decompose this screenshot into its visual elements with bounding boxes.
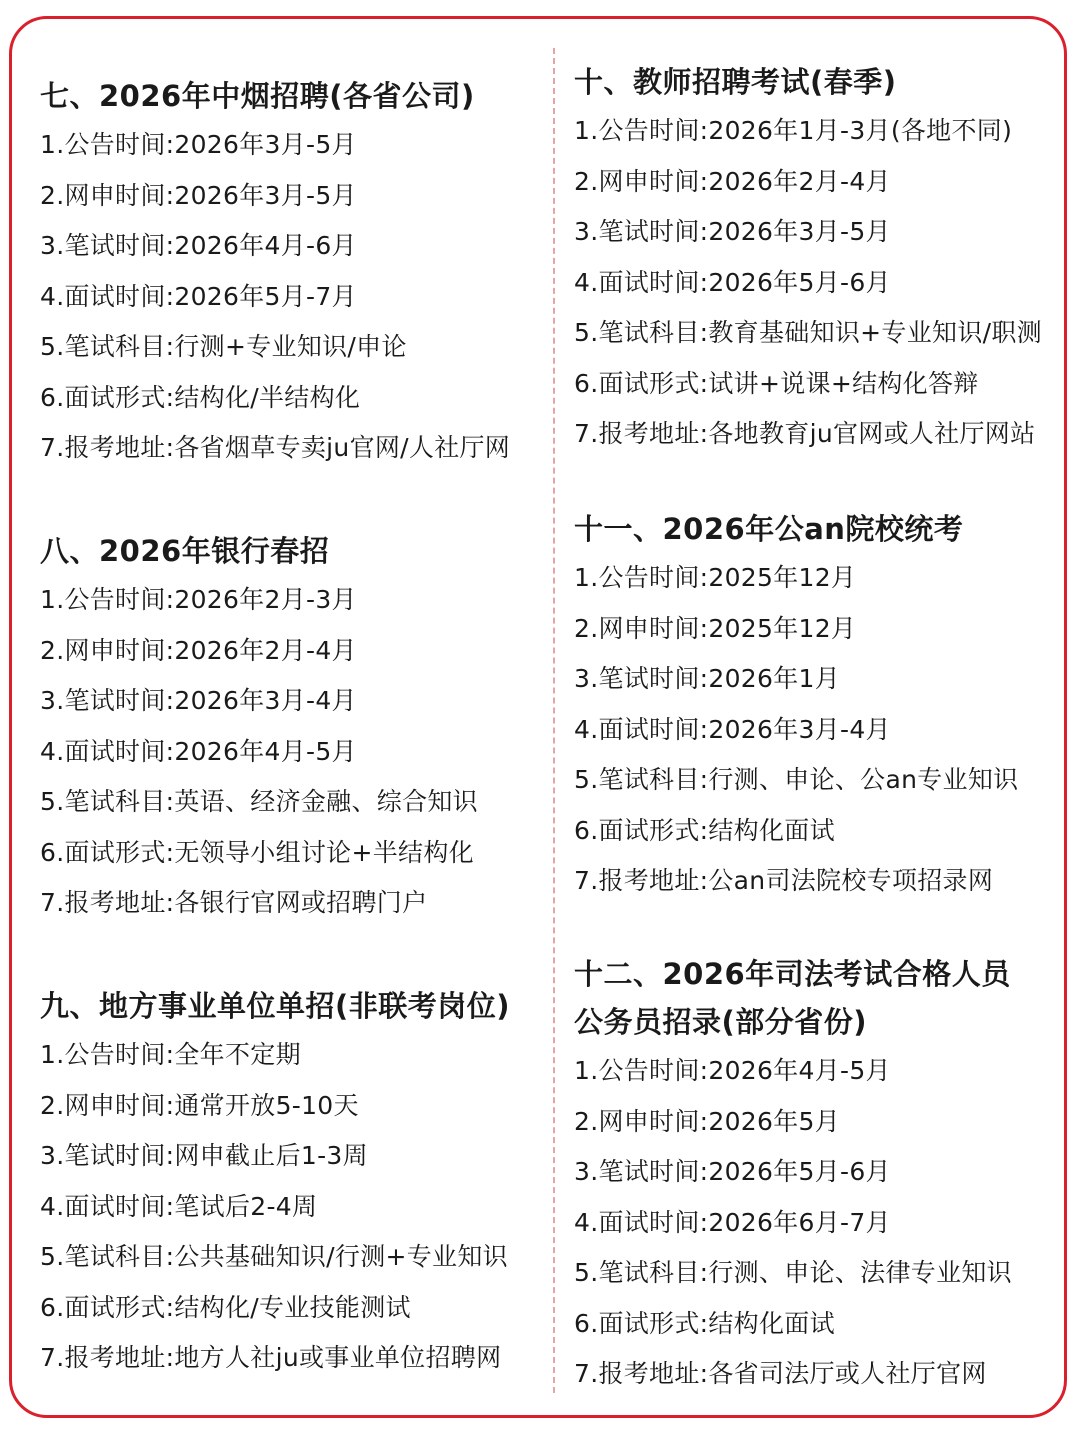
list-item: 1.公告时间:2026年2月-3月 <box>40 585 357 614</box>
column-divider <box>553 48 555 1393</box>
list-item: 2.网申时间:2025年12月 <box>574 613 857 643</box>
list-item: 5.笔试科目:行测+专业知识/申论 <box>40 332 407 361</box>
list-item: 6.面试形式:无领导小组讨论+半结构化 <box>40 837 474 867</box>
section-title: 七、2026年中烟招聘(各省公司) <box>40 79 475 113</box>
list-item: 5.笔试科目:公共基础知识/行测+专业知识 <box>40 1242 508 1271</box>
list-item: 5.笔试科目:教育基础知识+专业知识/职测 <box>574 318 1042 347</box>
list-item: 3.笔试时间:2026年3月-4月 <box>40 686 357 715</box>
list-item: 3.笔试时间:2026年1月 <box>574 664 841 693</box>
list-item: 3.笔试时间:2026年5月-6月 <box>574 1157 891 1186</box>
section-local-institution-recruitment <box>40 982 545 1384</box>
section-police-academy-exam <box>574 505 1059 907</box>
section-title: 八、2026年银行春招 <box>40 534 330 568</box>
list-item: 6.面试形式:结构化/专业技能测试 <box>40 1292 411 1322</box>
list-item: 6.面试形式:结构化面试 <box>574 1308 835 1338</box>
list-item: 7.报考地址:各省烟草专卖ju官网/人社厅网 <box>40 433 511 462</box>
list-item: 7.报考地址:各地教育ju官网或人社厅网站 <box>574 419 1036 448</box>
list-item: 6.面试形式:结构化面试 <box>574 815 835 845</box>
list-item: 4.面试时间:2026年5月-6月 <box>574 267 891 297</box>
list-item: 5.笔试科目:英语、经济金融、综合知识 <box>40 787 478 816</box>
list-item: 4.面试时间:2026年6月-7月 <box>574 1207 891 1237</box>
list-item: 4.面试时间:2026年5月-7月 <box>40 281 357 311</box>
list-item: 3.笔试时间:网申截止后1-3周 <box>40 1141 368 1170</box>
section-title: 十、教师招聘考试(春季) <box>574 65 897 99</box>
list-item: 3.笔试时间:2026年4月-6月 <box>40 231 357 260</box>
list-item: 2.网申时间:通常开放5-10天 <box>40 1090 359 1120</box>
list-item: 1.公告时间:2026年3月-5月 <box>40 130 357 159</box>
section-tobacco-recruitment <box>40 72 545 474</box>
list-item: 5.笔试科目:行测、申论、公an专业知识 <box>574 765 1019 794</box>
section-title-line1: 十二、2026年司法考试合格人员 <box>574 957 1011 991</box>
list-item: 1.公告时间:2026年1月-3月(各地不同) <box>574 116 1013 145</box>
list-item: 7.报考地址:地方人社ju或事业单位招聘网 <box>40 1343 502 1372</box>
list-item: 7.报考地址:公an司法院校专项招录网 <box>574 866 994 895</box>
list-item: 2.网申时间:2026年2月-4月 <box>574 166 891 196</box>
section-title: 十一、2026年公an院校统考 <box>574 512 964 546</box>
list-item: 4.面试时间:笔试后2-4周 <box>40 1191 318 1221</box>
list-item: 2.网申时间:2026年3月-5月 <box>40 180 357 210</box>
list-item: 1.公告时间:2025年12月 <box>574 563 857 592</box>
list-item: 6.面试形式:试讲+说课+结构化答辩 <box>574 368 979 398</box>
list-item: 6.面试形式:结构化/半结构化 <box>40 382 361 412</box>
section-title-line2: 公务员招录(部分省份) <box>574 1005 868 1039</box>
list-item: 1.公告时间:全年不定期 <box>40 1040 301 1069</box>
list-item: 7.报考地址:各银行官网或招聘门户 <box>40 888 428 917</box>
list-item: 2.网申时间:2026年5月 <box>574 1106 841 1136</box>
list-item: 2.网申时间:2026年2月-4月 <box>40 635 357 665</box>
section-title: 九、地方事业单位单招(非联考岗位) <box>40 989 511 1023</box>
section-judicial-civil-servant <box>574 950 1059 1400</box>
list-item: 1.公告时间:2026年4月-5月 <box>574 1056 891 1085</box>
section-bank-spring-recruitment <box>40 527 545 929</box>
list-item: 4.面试时间:2026年4月-5月 <box>40 736 357 766</box>
list-item: 5.笔试科目:行测、申论、法律专业知识 <box>574 1258 1012 1287</box>
section-teacher-recruitment <box>574 58 1059 460</box>
list-item: 7.报考地址:各省司法厅或人社厅官网 <box>574 1359 987 1388</box>
list-item: 4.面试时间:2026年3月-4月 <box>574 714 891 744</box>
list-item: 3.笔试时间:2026年3月-5月 <box>574 217 891 246</box>
